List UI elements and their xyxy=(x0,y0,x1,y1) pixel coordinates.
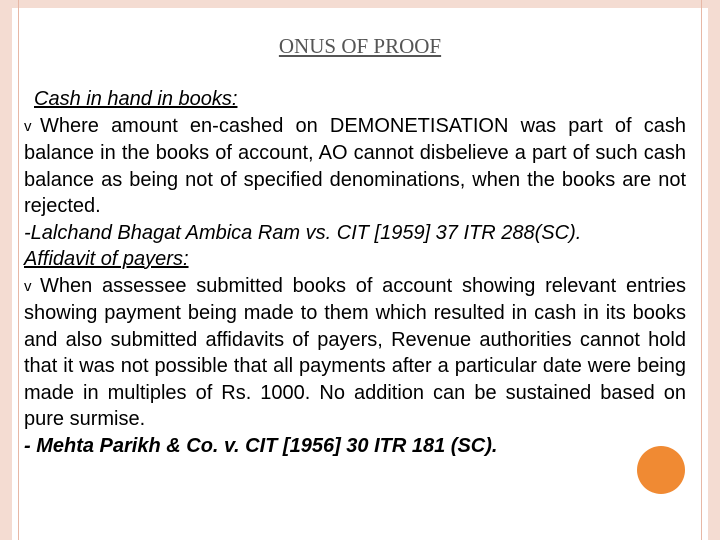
slide-border-top xyxy=(0,0,720,8)
paragraph-text: Where amount en-cashed on DEMONETISATION was part of cash balance in the books of account, AO cannot disbelieve a part of such cash balance as being not of specified denominations, when the books are not rejected. xyxy=(24,114,686,217)
section-heading-cash-in-hand: Cash in hand in books: xyxy=(34,88,238,110)
diamond-bullet-icon: v xyxy=(24,117,32,135)
slide-border-left xyxy=(0,0,12,540)
slide-title: ONUS OF PROOF xyxy=(278,34,442,58)
bullet-paragraph-affidavit xyxy=(24,273,686,433)
slide-border-right xyxy=(708,0,720,540)
citation-mehta-parikh: - Mehta Parikh & Co. v. CIT [1956] 30 ITR 181 (SC). xyxy=(24,434,498,457)
slide-border-line-right xyxy=(701,0,702,540)
diamond-bullet-icon: v xyxy=(24,277,32,295)
slide-content xyxy=(24,86,686,459)
citation-lalchand: -Lalchand Bhagat Ambica Ram vs. CIT [1959] 37 ITR 288(SC). xyxy=(24,221,582,244)
slide-border-line-left xyxy=(18,0,19,540)
paragraph-text: When assessee submitted books of account showing relevant entries showing payment being made to them which resulted in cash in its books and also submitted affidavits of payers, Revenue authorities cannot hold that it was not possible that all payments after a particular date were being made in multiples of Rs. 1000. No addition can be sustained based on pure surmise. xyxy=(24,274,686,430)
bullet-paragraph-cash-in-hand xyxy=(24,113,686,220)
section-heading-affidavit: Affidavit of payers: xyxy=(24,248,189,270)
